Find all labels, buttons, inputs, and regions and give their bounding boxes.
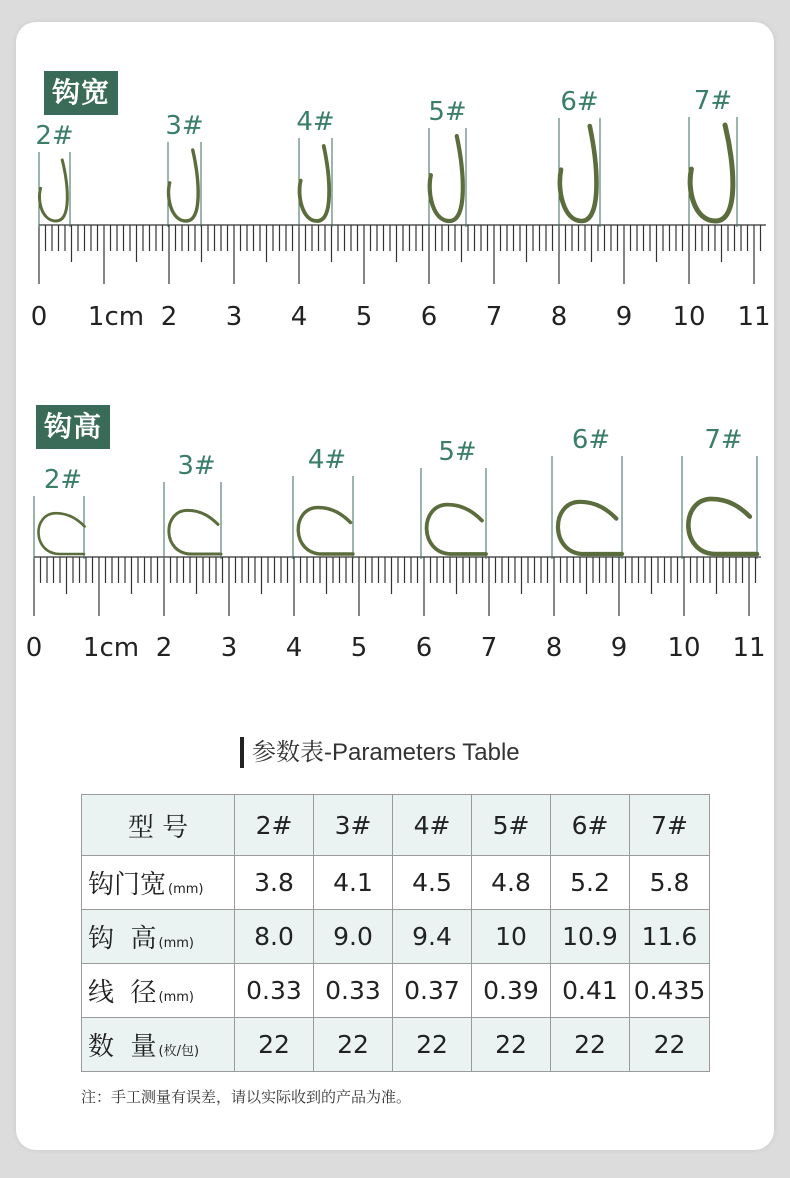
header-cell: 6# — [551, 795, 630, 856]
table-cell: 10.9 — [551, 910, 630, 964]
table-cell: 5.2 — [551, 856, 630, 910]
row-label — [82, 1018, 235, 1072]
table-cell: 5.8 — [630, 856, 710, 910]
hook-size-label: 4# — [307, 445, 347, 475]
row-label-text: 线 径 — [88, 978, 157, 1008]
fish-hook — [298, 508, 353, 555]
ruler-label: 6 — [415, 633, 433, 663]
ruler-label: 9 — [615, 302, 633, 332]
table-cell: 0.39 — [472, 964, 551, 1018]
ruler-label: 10 — [672, 302, 706, 332]
header-cell: 5# — [472, 795, 551, 856]
table-cell: 22 — [393, 1018, 472, 1072]
row-label-text: 数 量 — [88, 1032, 157, 1062]
row-label — [82, 910, 235, 964]
fish-hook — [427, 505, 486, 554]
ruler-label: 7 — [480, 633, 498, 663]
ruler-label: 5 — [350, 633, 368, 663]
table-header-row — [82, 795, 710, 856]
header-label: 型 号 — [82, 795, 235, 856]
table-cell: 3.8 — [235, 856, 314, 910]
hook-size-label: 2# — [43, 465, 83, 495]
hook-size-label: 4# — [296, 107, 335, 137]
table-row — [82, 910, 710, 964]
table-row — [82, 856, 710, 910]
ruler-label: 2 — [160, 302, 178, 332]
hook-size-label: 6# — [571, 425, 611, 455]
table-cell: 0.41 — [551, 964, 630, 1018]
table-row — [82, 964, 710, 1018]
table-title — [240, 737, 520, 768]
ruler-label: 4 — [285, 633, 303, 663]
disclaimer-note: 注：手工测量有误差，请以实际收到的产品为准。 — [81, 1088, 412, 1106]
hook-size-label: 5# — [428, 97, 467, 127]
fish-hook — [688, 499, 757, 554]
row-label-unit: (mm) — [158, 990, 195, 1005]
ruler-label: 11 — [732, 633, 766, 663]
table-cell: 9.4 — [393, 910, 472, 964]
ruler-label: 11 — [737, 302, 771, 332]
ruler-label: 6 — [420, 302, 438, 332]
header-cell: 7# — [630, 795, 710, 856]
ruler-label: 7 — [485, 302, 503, 332]
table-cell: 4.8 — [472, 856, 551, 910]
ruler-label: 8 — [545, 633, 563, 663]
header-cell: 3# — [314, 795, 393, 856]
ruler-label: 1cm — [87, 302, 145, 332]
table-cell: 0.37 — [393, 964, 472, 1018]
hook-size-label: 5# — [438, 437, 477, 467]
row-label — [82, 856, 235, 910]
hook-size-label: 2# — [35, 121, 74, 151]
ruler-label: 9 — [610, 633, 628, 663]
header-cell: 2# — [235, 795, 314, 856]
row-label-unit: (mm) — [168, 882, 204, 897]
table-cell: 11.6 — [630, 910, 710, 964]
ruler-label: 1cm — [82, 633, 140, 663]
row-label — [82, 964, 235, 1018]
fish-hook — [558, 502, 622, 554]
row-label-text: 钩 高 — [88, 924, 157, 954]
fish-hook — [38, 513, 84, 554]
row-label-unit: (mm) — [158, 936, 195, 951]
table-cell: 0.33 — [235, 964, 314, 1018]
table-cell: 22 — [551, 1018, 630, 1072]
ruler-label: 0 — [25, 633, 43, 663]
table-cell: 4.5 — [393, 856, 472, 910]
table-cell: 22 — [472, 1018, 551, 1072]
header-cell: 4# — [393, 795, 472, 856]
ruler-label: 5 — [355, 302, 373, 332]
hook-size-label: 3# — [177, 451, 216, 481]
hook-width-tag: 钩宽 — [44, 71, 118, 115]
row-label-text: 钩门宽 — [88, 870, 167, 900]
table-title-cn: 参数表 — [252, 738, 324, 766]
ruler-label: 10 — [667, 633, 701, 663]
hook-size-label: 7# — [704, 425, 743, 455]
parameters-table — [81, 794, 710, 1072]
ruler-label: 3 — [220, 633, 238, 663]
ruler-label: 0 — [30, 302, 48, 332]
table-cell: 22 — [314, 1018, 393, 1072]
row-label-unit: (枚/包) — [158, 1044, 200, 1059]
table-title-en: -Parameters Table — [324, 739, 520, 766]
table-cell: 0.435 — [630, 964, 710, 1018]
table-cell: 0.33 — [314, 964, 393, 1018]
ruler-label: 4 — [290, 302, 308, 332]
table-cell: 10 — [472, 910, 551, 964]
hook-size-label: 7# — [693, 86, 733, 116]
hook-size-label: 3# — [165, 111, 204, 141]
table-cell: 4.1 — [314, 856, 393, 910]
table-row — [82, 1018, 710, 1072]
ruler-label: 8 — [550, 302, 568, 332]
ruler-label: 3 — [225, 302, 243, 332]
hook-size-label: 6# — [560, 87, 599, 117]
hook-height-tag: 钩高 — [36, 405, 110, 449]
fish-hook — [169, 510, 221, 554]
table-cell: 22 — [630, 1018, 710, 1072]
table-cell: 22 — [235, 1018, 314, 1072]
table-cell: 8.0 — [235, 910, 314, 964]
table-cell: 9.0 — [314, 910, 393, 964]
ruler-label: 2 — [155, 633, 173, 663]
